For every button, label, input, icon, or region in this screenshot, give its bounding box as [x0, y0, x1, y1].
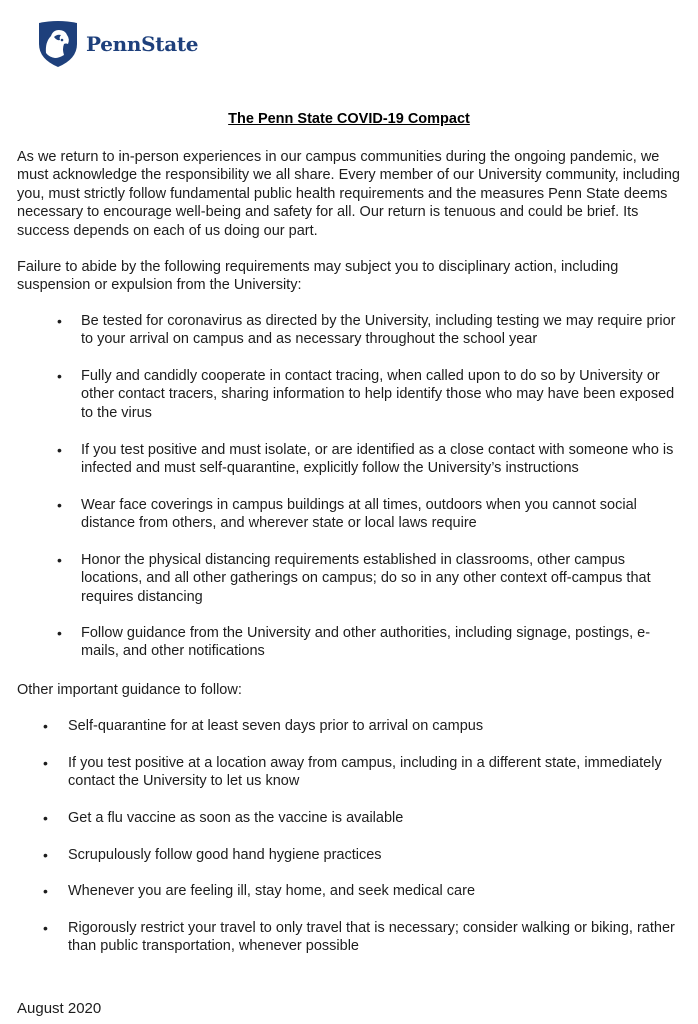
bullet-icon: •: [43, 920, 48, 936]
guidance-text: Whenever you are feeling ill, stay home, and seek medical care: [68, 883, 476, 899]
document-date: August 2020: [17, 1000, 102, 1017]
bullet-icon: •: [43, 755, 48, 771]
document-title: The Penn State COVID-19 Compact: [228, 111, 470, 127]
requirement-text: Fully and candidly cooperate in contact tracing, when called upon to do so by University or other contact tracers, sharing information to help identify those who may have been exposed to the virus: [81, 368, 675, 421]
bullet-icon: •: [57, 442, 62, 458]
requirement-text: Honor the physical distancing requirements established in classrooms, other campus locations, and all other gatherings on campus; do so in any other context off-campus that requires distancing: [81, 552, 651, 605]
guidance-text: Self-quarantine for at least seven days prior to arrival on campus: [68, 718, 484, 734]
bullet-icon: •: [57, 368, 62, 384]
bullet-icon: •: [43, 847, 48, 863]
guidance-text: If you test positive at a location away from campus, including in a different state, immediately contact the University to let us know: [68, 755, 662, 790]
requirement-text: Wear face coverings in campus buildings at all times, outdoors when you cannot social distance from others, and wherever state or local laws require: [81, 497, 637, 532]
bullet-icon: •: [57, 497, 62, 513]
requirement-text: If you test positive and must isolate, or are identified as a close contact with someone who is infected and must self-quarantine, explicitly follow the University’s instructions: [81, 442, 674, 477]
requirements-lead: Failure to abide by the following requirements may subject you to disciplinary action, including suspension or expulsion from the University:: [17, 259, 619, 294]
intro-paragraph: As we return to in-person experiences in our campus communities during the ongoing pandemic, we must acknowledge the responsibility we all share. Every member of our University community, including you, must strictly follow fundamental public health requirements and the measures Penn State deems necessary to encourage well-being and safety for all. Our return is tenuous and could be brief. Its success depends on each of us doing our part.: [17, 149, 680, 239]
requirement-text: Be tested for coronavirus as directed by the University, including testing we may require prior to your arrival on campus and as necessary throughout the school year: [81, 313, 676, 348]
brand-name: PennState: [86, 32, 199, 56]
bullet-icon: •: [57, 552, 62, 568]
bullet-icon: •: [43, 883, 48, 899]
guidance-text: Get a flu vaccine as soon as the vaccine is available: [68, 810, 404, 826]
bullet-icon: •: [43, 810, 48, 826]
bullet-icon: •: [57, 625, 62, 641]
bullet-icon: •: [57, 313, 62, 329]
requirement-text: Follow guidance from the University and other authorities, including signage, postings, e-mails, and other notifications: [81, 625, 651, 660]
guidance-text: Rigorously restrict your travel to only travel that is necessary; consider walking or biking, rather than public transportation, whenever possible: [68, 920, 675, 955]
shield-icon: [37, 20, 79, 68]
pennstate-logo: [37, 20, 198, 68]
guidance-lead: Other important guidance to follow:: [17, 682, 242, 698]
guidance-text: Scrupulously follow good hand hygiene practices: [68, 847, 382, 863]
bullet-icon: •: [43, 718, 48, 734]
